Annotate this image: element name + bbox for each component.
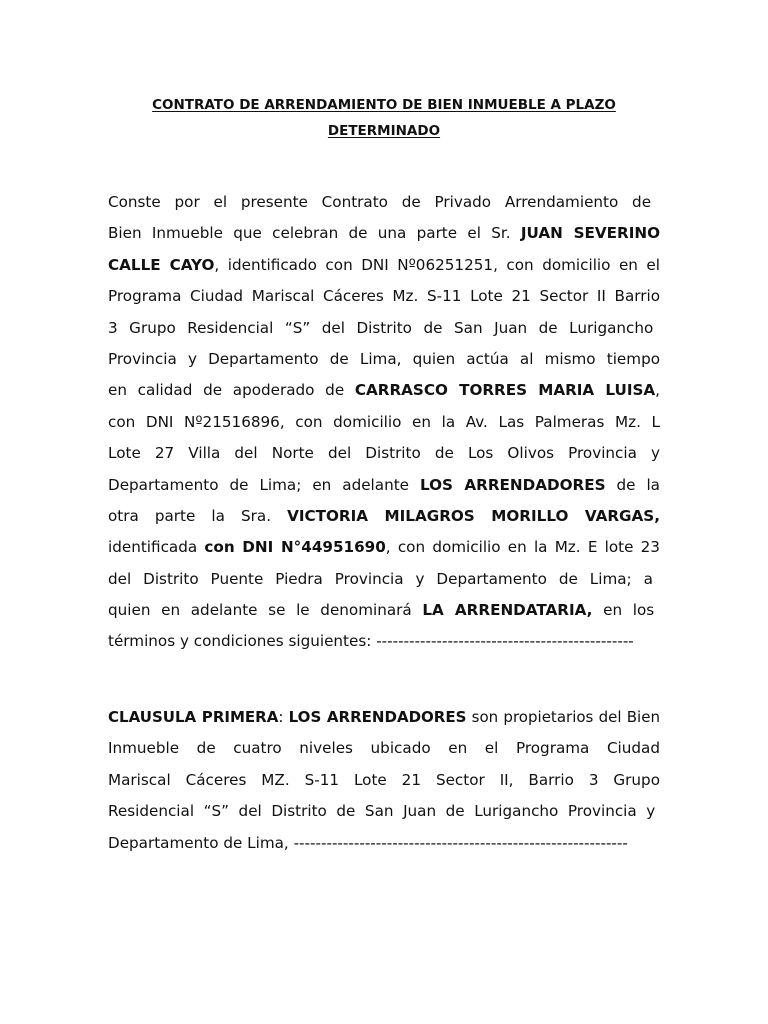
document-title <box>108 92 660 144</box>
text-run: Departamento de Lima, ------------------------------------------------------------- <box>108 833 628 852</box>
paragraph-line <box>108 470 660 501</box>
text-run: Residencial “S” del Distrito de San Juan de Lurigancho Provincia y <box>108 802 656 821</box>
text-run: de la <box>605 475 660 494</box>
text-run: , <box>655 381 660 400</box>
paragraph-line <box>108 375 660 406</box>
paragraph-line <box>108 765 660 796</box>
paragraph-line <box>108 564 660 595</box>
title-line-1: CONTRATO DE ARRENDAMIENTO DE BIEN INMUEBLE A PLAZO <box>152 97 616 113</box>
text-run: con DNI Nº21516896, con domicilio en la Av. Las Palmeras Mz. L <box>108 412 660 431</box>
party-name-bold: VICTORIA MILAGROS MORILLO VARGAS, <box>287 506 660 525</box>
paragraph-line <box>108 250 660 281</box>
party-role-bold: LOS ARRENDADORES <box>288 708 467 726</box>
paragraph-line <box>108 187 660 218</box>
paragraph-line <box>108 344 660 375</box>
party-name-bold: CARRASCO TORRES MARIA LUISA <box>354 381 656 400</box>
paragraph-line <box>108 595 660 626</box>
text-run: Lote 27 Villa del Norte del Distrito de Los Olivos Provincia y <box>108 444 660 463</box>
text-run: quien en adelante se le denominará <box>108 601 423 620</box>
text-run: en calidad de apoderado de <box>108 381 355 400</box>
text-run: : <box>278 708 289 726</box>
text-run: del Distrito Puente Piedra Provincia y Departamento de Lima; a <box>108 569 653 588</box>
title-line-2: DETERMINADO <box>327 123 441 139</box>
text-run: son propietarios del Bien <box>466 708 660 726</box>
clause-heading-bold: CLAUSULA PRIMERA <box>108 708 279 726</box>
party-role-bold: LA ARRENDATARIA, <box>422 601 593 620</box>
party-name-bold: CALLE CAYO <box>108 255 215 274</box>
text-run: Conste por el presente Contrato de Privado Arrendamiento de <box>108 193 652 211</box>
paragraph-line <box>108 796 660 827</box>
paragraph-line <box>108 828 660 859</box>
party-name-bold: JUAN SEVERINO <box>520 224 660 243</box>
text-run: Provincia y Departamento de Lima, quien actúa al mismo tiempo <box>108 349 660 368</box>
paragraph-line <box>108 532 660 563</box>
text-run: identificada <box>108 538 205 557</box>
text-run: otra parte la Sra. <box>108 506 288 525</box>
intro-paragraph <box>108 187 660 658</box>
paragraph-line <box>108 702 660 733</box>
paragraph-line <box>108 501 660 532</box>
paragraph-line <box>108 313 660 344</box>
paragraph-line <box>108 733 660 764</box>
text-run: Programa Ciudad Mariscal Cáceres Mz. S-11 Lote 21 Sector II Barrio <box>108 287 660 306</box>
dni-bold: con DNI N°44951690 <box>204 538 386 557</box>
paragraph-line <box>108 281 660 312</box>
text-run: Mariscal Cáceres MZ. S-11 Lote 21 Sector II, Barrio 3 Grupo <box>108 770 660 789</box>
text-run: Departamento de Lima; en adelante <box>108 475 420 494</box>
text-run: 3 Grupo Residencial “S” del Distrito de San Juan de Lurigancho <box>108 318 654 337</box>
text-run: Bien Inmueble que celebran de una parte el Sr. <box>108 224 521 243</box>
paragraph-line <box>108 626 660 657</box>
clause-first-paragraph <box>108 702 660 859</box>
text-run: , identificado con DNI Nº06251251, con domicilio en el <box>214 255 661 274</box>
text-run: en los <box>592 601 655 620</box>
text-run: , con domicilio en la Mz. E lote 23 <box>385 538 660 557</box>
party-role-bold: LOS ARRENDADORES <box>419 475 606 494</box>
paragraph-line <box>108 438 660 469</box>
paragraph-line <box>108 218 660 249</box>
paragraph-line <box>108 407 660 438</box>
text-run: Inmueble de cuatro niveles ubicado en el Programa Ciudad <box>108 739 660 758</box>
text-run: términos y condiciones siguientes: ----------------------------------------------- <box>108 632 634 651</box>
